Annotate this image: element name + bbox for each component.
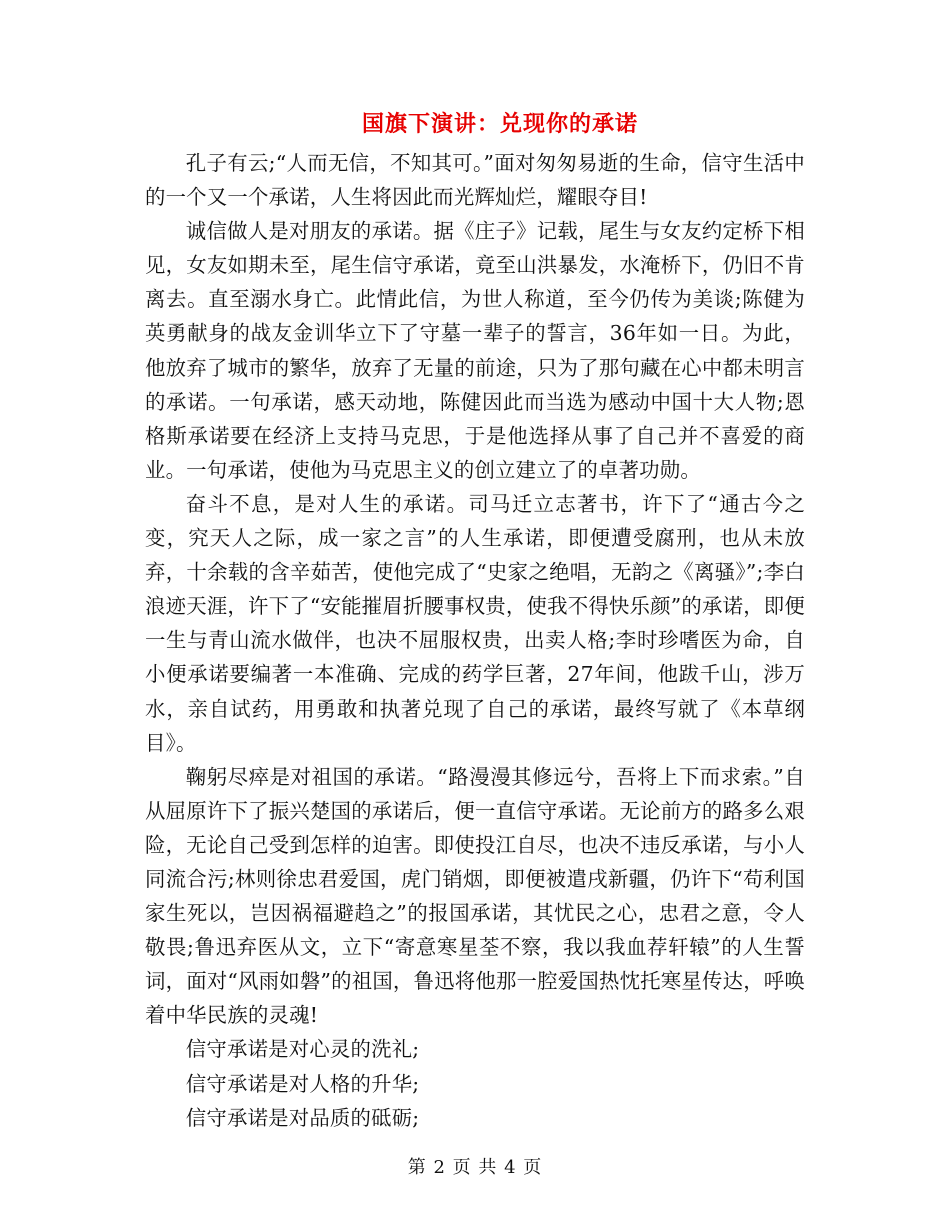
paragraph: 诚信做人是对朋友的承诺。据《庄子》记载，尾生与女友约定桥下相见，女友如期未至，尾生信守承诺，竟至山洪暴发，水淹桥下，仍旧不肯离去。直至溺水身亡。此情此信，为世人称道，至今仍传为美谈;陈健为英勇献身的战友金训华立下了守墓一辈子的誓言，36年如一日。为此，他放弃了城市的繁华，放弃了无量的前途，只为了那句藏在心中都未明言的承诺。一句承诺，感天动地，陈健因此而当选为感动中国十大人物;恩格斯承诺要在经济上支持马克思，于是他选择从事了自己并不喜爱的商业。一句承诺，使他为马克思主义的创立建立了的卓著功勋。	[145, 219, 805, 482]
page-number-footer: 第 2 页 共 4 页	[407, 1157, 543, 1178]
paragraph: 鞠躬尽瘁是对祖国的承诺。“路漫漫其修远兮，吾将上下而求索。”自从屈原许下了振兴楚国的承诺后，便一直信守承诺。无论前方的路多么艰险，无论自己受到怎样的迫害。即使投江自尽，也决不违反承诺，与小人同流合污;林则徐忠君爱国，虎门销烟，即便被遣戌新疆，仍许下“苟利国家生死以，岂因祸福避趋之”的报国承诺，其忧民之心，忠君之意，令人敬畏;鲁迅弃医从文，立下“寄意寒星荃不察，我以我血荐轩辕”的人生誓词，面对“风雨如磐”的祖国，鲁迅将他那一腔爱国热忱托寒星传达，呼唤着中华民族的灵魂!	[145, 764, 805, 1028]
paragraph: 信守承诺是对心灵的洗礼;	[185, 1037, 420, 1062]
document-title: 国旗下演讲：兑现你的承诺	[361, 112, 638, 137]
paragraph: 信守承诺是对品质的砥砺;	[185, 1105, 420, 1130]
document-body	[145, 146, 805, 1135]
paragraph: 信守承诺是对人格的升华;	[185, 1071, 420, 1096]
paragraph: 孔子有云;“人而无信，不知其可。”面对匆匆易逝的生命，信守生活中的一个又一个承诺，人生将因此而光辉灿烂，耀眼夺目!	[145, 151, 805, 210]
paragraph: 奋斗不息，是对人生的承诺。司马迁立志著书，许下了“通古今之变，究天人之际，成一家之言”的人生承诺，即便遭受腐刑，也从未放弃，十余载的含辛茹苦，使他完成了“史家之绝唱，无韵之《离骚》”;李白浪迹天涯，许下了“安能摧眉折腰事权贵，使我不得快乐颜”的承诺，即便一生与青山流水做伴，也决不屈服权贵，出卖人格;李时珍嗜医为命，自小便承诺要编著一本准确、完成的药学巨著，27年间，他跋千山，涉万水，亲自试药，用勇敢和执著兑现了自己的承诺，最终写就了《本草纲目》。	[145, 491, 805, 755]
